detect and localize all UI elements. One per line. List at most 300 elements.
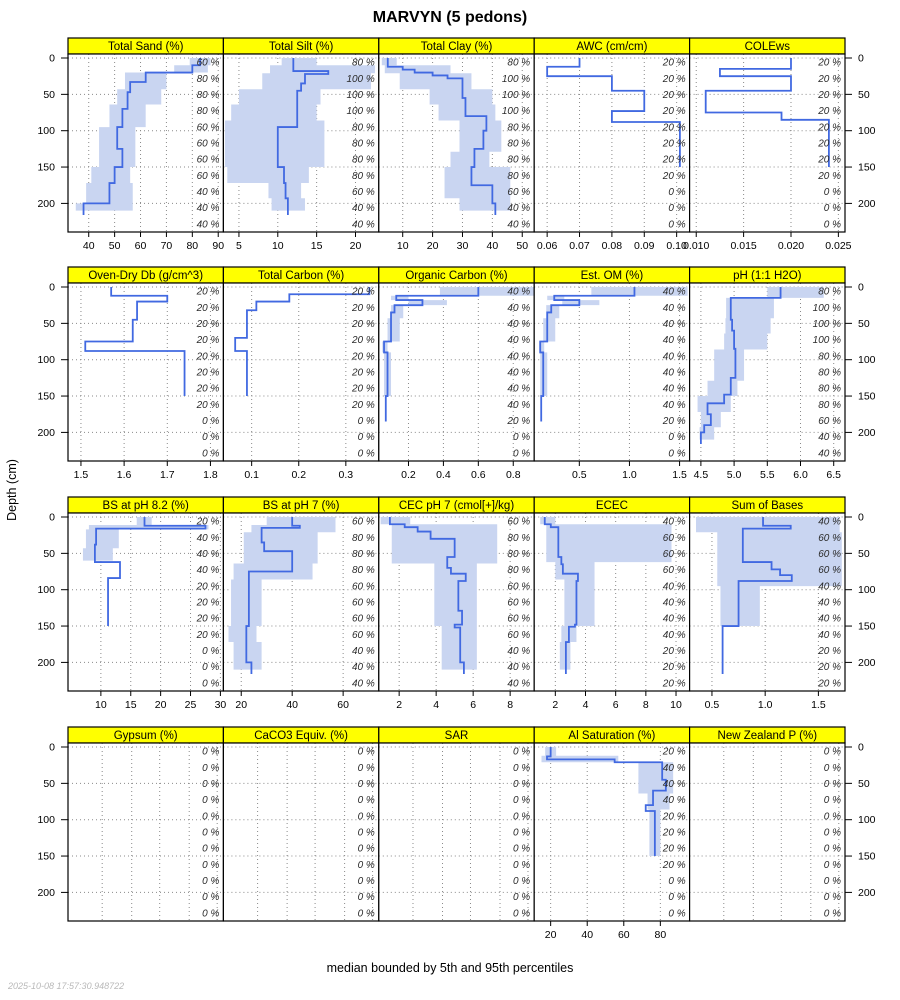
total-clay-pct-label: 80 %: [507, 57, 531, 69]
total-silt-pct-label: 80 %: [352, 138, 375, 150]
gypsum-pct-label: 0 %: [202, 892, 220, 904]
caco3-equiv-strip-title: CaCO3 Equiv. (%): [254, 730, 348, 742]
x-tick-label: 10: [396, 240, 409, 252]
total-sand-pct-label: 80 %: [196, 73, 220, 85]
est-om-pct-label: 40 %: [662, 367, 686, 379]
total-sand-strip-title: Total Sand (%): [107, 41, 184, 53]
new-zealand-p-strip-title: New Zealand P (%): [717, 730, 818, 742]
x-tick-label: 2: [552, 699, 559, 711]
depth-tick-label: 100: [37, 354, 55, 367]
al-saturation-pct-label: 40 %: [662, 778, 686, 790]
panel-sum-of-bases: [690, 497, 876, 711]
total-silt-pct-label: 60 %: [352, 187, 375, 199]
cec-ph7-pct-label: 80 %: [507, 548, 531, 560]
x-tick-label: 0.09: [634, 240, 655, 252]
caco3-equiv-pct-label: 0 %: [357, 876, 375, 888]
x-tick-label: 6.5: [826, 469, 842, 481]
ph-h2o-pct-label: 80 %: [818, 367, 841, 379]
gypsum-pct-label: 0 %: [202, 908, 220, 920]
gypsum-pct-label: 0 %: [202, 876, 220, 888]
organic-carbon-strip-title: Organic Carbon (%): [405, 270, 508, 282]
depth-tick-label: 0: [49, 741, 55, 754]
organic-carbon-pct-label: 0 %: [512, 448, 531, 460]
depth-tick-label: 200: [37, 656, 55, 669]
bs-ph7-pct-label: 60 %: [352, 581, 375, 593]
organic-carbon-pct-label: 40 %: [507, 286, 531, 298]
total-clay-pct-label: 100 %: [501, 89, 531, 101]
x-tick-label: 60: [617, 929, 630, 941]
total-clay-pct-label: 80 %: [507, 154, 531, 166]
gypsum-pct-label: 0 %: [202, 859, 220, 871]
sar-strip-title: SAR: [444, 730, 469, 742]
total-carbon-pct-label: 20 %: [352, 335, 375, 347]
gypsum-pct-label: 0 %: [202, 843, 220, 855]
total-silt-pct-label: 100 %: [346, 106, 375, 118]
est-om-pct-label: 0 %: [668, 432, 686, 444]
total-sand-pct-label: 40 %: [196, 219, 220, 231]
depth-tick-label: 50: [858, 88, 870, 101]
total-clay-pct-label: 80 %: [507, 122, 531, 134]
x-tick-label: 30: [214, 699, 227, 711]
colews-pct-label: 0 %: [823, 187, 841, 199]
gypsum-pct-label: 0 %: [202, 746, 220, 758]
al-saturation-pct-label: 20 %: [662, 811, 686, 823]
ph-h2o-strip-title: pH (1:1 H2O): [733, 270, 802, 282]
total-sand-pct-label: 80 %: [196, 106, 220, 118]
al-saturation-pct-label: 20 %: [662, 827, 686, 839]
panel-gypsum: [37, 727, 223, 921]
ph-h2o-pct-label: 100 %: [812, 335, 841, 347]
awc-pct-label: 20 %: [662, 138, 686, 150]
new-zealand-p-pct-label: 0 %: [823, 843, 841, 855]
bs-ph7-pct-label: 40 %: [352, 646, 375, 658]
bs-ph82-pct-label: 0 %: [202, 662, 220, 674]
x-tick-label: 0.08: [601, 240, 623, 252]
new-zealand-p-pct-label: 0 %: [823, 778, 841, 790]
cec-ph7-pct-label: 40 %: [507, 662, 531, 674]
awc-pct-label: 20 %: [662, 122, 686, 134]
x-tick-label: 1.0: [757, 699, 773, 711]
sum-of-bases-pct-label: 20 %: [818, 678, 841, 690]
total-sand-pct-label: 60 %: [196, 170, 220, 182]
new-zealand-p-pct-label: 0 %: [823, 746, 841, 758]
x-tick-label: 40: [486, 240, 499, 252]
x-tick-label: 1.0: [622, 469, 637, 481]
ovendry-db-pct-label: 20 %: [196, 318, 220, 330]
depth-tick-label: 0: [49, 52, 55, 65]
x-tick-label: 25: [184, 699, 197, 711]
al-saturation-pct-label: 20 %: [662, 843, 686, 855]
depth-tick-label: 200: [858, 886, 876, 899]
gypsum-pct-label: 0 %: [202, 795, 220, 807]
caco3-equiv-pct-label: 0 %: [357, 908, 375, 920]
x-tick-label: 0.10: [666, 240, 687, 252]
ovendry-db-pct-label: 20 %: [196, 335, 220, 347]
new-zealand-p-pct-label: 0 %: [823, 795, 841, 807]
total-clay-pct-label: 80 %: [507, 170, 531, 182]
ph-h2o-pct-label: 80 %: [818, 399, 841, 411]
y-axis-title: Depth (cm): [5, 459, 19, 521]
colews-pct-label: 0 %: [823, 219, 841, 231]
ph-h2o-pct-label: 80 %: [818, 351, 841, 363]
new-zealand-p-pct-label: 0 %: [823, 811, 841, 823]
ph-h2o-pct-label: 80 %: [818, 383, 841, 395]
panel-sar: [379, 727, 534, 921]
caco3-equiv-pct-label: 0 %: [357, 827, 375, 839]
ecec-pct-label: 60 %: [662, 532, 686, 544]
depth-tick-label: 50: [43, 547, 55, 560]
total-sand-pct-label: 60 %: [196, 154, 220, 166]
awc-pct-label: 20 %: [662, 154, 686, 166]
panel-awc: [534, 38, 689, 252]
depth-tick-label: 0: [858, 511, 864, 524]
ph-h2o-pct-label: 40 %: [818, 432, 841, 444]
total-carbon-pct-label: 20 %: [352, 286, 375, 298]
al-saturation-pct-label: 20 %: [662, 746, 686, 758]
ph-h2o-pct-label: 100 %: [812, 318, 841, 330]
organic-carbon-pct-label: 0 %: [512, 432, 531, 444]
x-tick-label: 1.5: [672, 469, 687, 481]
depth-tick-label: 100: [37, 584, 55, 597]
awc-pct-label: 20 %: [662, 57, 686, 69]
ecec-pct-label: 40 %: [662, 581, 686, 593]
sar-pct-label: 0 %: [512, 908, 531, 920]
est-om-pct-label: 40 %: [662, 351, 686, 363]
depth-tick-label: 150: [37, 390, 55, 403]
bs-ph7-pct-label: 40 %: [352, 662, 375, 674]
bs-ph7-pct-label: 60 %: [352, 597, 375, 609]
x-tick-label: 10: [670, 699, 682, 711]
chart-title: MARVYN (5 pedons): [372, 9, 528, 26]
ph-h2o-pct-label: 60 %: [818, 416, 841, 428]
colews-pct-label: 20 %: [818, 138, 841, 150]
depth-tick-label: 0: [49, 281, 55, 294]
total-carbon-pct-label: 20 %: [352, 367, 375, 379]
new-zealand-p-pct-label: 0 %: [823, 859, 841, 871]
gypsum-strip-title: Gypsum (%): [113, 730, 178, 742]
ph-h2o-pct-label: 80 %: [818, 286, 841, 298]
caco3-equiv-pct-label: 0 %: [357, 746, 375, 758]
depth-tick-label: 200: [37, 886, 55, 899]
x-tick-label: 0.020: [777, 240, 805, 252]
colews-pct-label: 20 %: [818, 154, 841, 166]
colews-strip-title: COLEws: [744, 41, 790, 53]
depth-tick-label: 0: [49, 511, 55, 524]
x-tick-label: 0.025: [825, 240, 852, 252]
sar-pct-label: 0 %: [512, 859, 531, 871]
colews-pct-label: 20 %: [818, 106, 841, 118]
sar-pct-label: 0 %: [512, 892, 531, 904]
x-tick-label: 20: [426, 240, 439, 252]
ecec-pct-label: 40 %: [662, 629, 686, 641]
x-tick-label: 0.6: [471, 469, 486, 481]
x-tick-label: 80: [186, 240, 199, 252]
depth-tick-label: 100: [858, 814, 876, 827]
total-silt-pct-label: 80 %: [352, 154, 375, 166]
bs-ph82-pct-label: 40 %: [196, 548, 220, 560]
new-zealand-p-pct-label: 0 %: [823, 908, 841, 920]
cec-ph7-pct-label: 60 %: [507, 613, 531, 625]
total-clay-strip-title: Total Clay (%): [420, 41, 493, 53]
x-tick-label: 0.1: [244, 469, 259, 481]
x-tick-label: 0.06: [536, 240, 558, 252]
x-tick-label: 5.0: [726, 469, 742, 481]
x-tick-label: 0.8: [505, 469, 521, 481]
panel-new-zealand-p: [690, 727, 876, 921]
bs-ph7-pct-label: 80 %: [352, 565, 375, 577]
depth-tick-label: 0: [858, 52, 864, 65]
x-tick-label: 0.4: [436, 469, 451, 481]
gypsum-pct-label: 0 %: [202, 827, 220, 839]
organic-carbon-pct-label: 40 %: [507, 399, 531, 411]
total-carbon-pct-label: 20 %: [352, 399, 375, 411]
x-tick-label: 40: [286, 699, 299, 711]
organic-carbon-pct-label: 40 %: [507, 383, 531, 395]
x-tick-label: 0.2: [401, 469, 416, 481]
gypsum-pct-label: 0 %: [202, 778, 220, 790]
caption: median bounded by 5th and 95th percentiles: [326, 961, 574, 975]
est-om-pct-label: 20 %: [662, 416, 686, 428]
colews-pct-label: 20 %: [818, 73, 841, 85]
depth-tick-label: 200: [37, 426, 55, 439]
x-tick-label: 15: [124, 699, 137, 711]
x-tick-label: 1.8: [203, 469, 218, 481]
sar-pct-label: 0 %: [512, 843, 531, 855]
total-clay-pct-label: 100 %: [501, 106, 531, 118]
depth-tick-label: 50: [43, 317, 55, 330]
caco3-equiv-pct-label: 0 %: [357, 795, 375, 807]
x-tick-label: 0.5: [572, 469, 587, 481]
total-clay-pct-label: 100 %: [501, 73, 531, 85]
panel-ovendry-db: [37, 267, 223, 481]
cec-ph7-pct-label: 40 %: [507, 678, 531, 690]
cec-ph7-pct-label: 80 %: [507, 532, 531, 544]
al-saturation-pct-label: 0 %: [668, 892, 686, 904]
x-tick-label: 4.5: [693, 469, 709, 481]
bs-ph7-strip-title: BS at pH 7 (%): [262, 500, 340, 512]
total-silt-pct-label: 80 %: [352, 57, 375, 69]
total-clay-pct-label: 40 %: [507, 219, 531, 231]
x-tick-label: 90: [212, 240, 225, 252]
x-tick-label: 1.5: [73, 469, 89, 481]
awc-pct-label: 20 %: [662, 73, 686, 85]
total-sand-pct-label: 60 %: [196, 57, 220, 69]
depth-tick-label: 150: [858, 161, 876, 174]
est-om-pct-label: 40 %: [662, 383, 686, 395]
ecec-pct-label: 40 %: [662, 516, 686, 528]
x-tick-label: 50: [108, 240, 121, 252]
depth-tick-label: 100: [858, 125, 876, 138]
awc-pct-label: 20 %: [662, 89, 686, 101]
awc-pct-label: 0 %: [668, 219, 686, 231]
sum-of-bases-pct-label: 40 %: [818, 581, 841, 593]
sum-of-bases-pct-label: 40 %: [818, 516, 841, 528]
sar-pct-label: 0 %: [512, 876, 531, 888]
est-om-pct-label: 40 %: [662, 335, 686, 347]
total-carbon-pct-label: 20 %: [352, 383, 375, 395]
sum-of-bases-pct-label: 40 %: [818, 613, 841, 625]
depth-tick-label: 50: [858, 547, 870, 560]
x-tick-label: 30: [456, 240, 469, 252]
total-sand-pct-label: 40 %: [196, 203, 220, 215]
ecec-pct-label: 60 %: [662, 548, 686, 560]
sar-pct-label: 0 %: [512, 795, 531, 807]
caco3-equiv-pct-label: 0 %: [357, 762, 375, 774]
total-silt-pct-label: 40 %: [352, 203, 375, 215]
cec-ph7-strip-title: CEC pH 7 (cmol[+]/kg): [398, 500, 515, 512]
panel-total-silt: [223, 38, 378, 252]
x-tick-label: 20: [544, 929, 557, 941]
cec-ph7-pct-label: 40 %: [507, 646, 531, 658]
depth-tick-label: 100: [858, 584, 876, 597]
depth-tick-label: 150: [858, 850, 876, 863]
colews-pct-label: 20 %: [818, 122, 841, 134]
ecec-pct-label: 40 %: [662, 613, 686, 625]
sar-pct-label: 0 %: [512, 827, 531, 839]
x-tick-label: 4: [433, 699, 440, 711]
x-tick-label: 1.7: [159, 469, 175, 481]
ecec-pct-label: 20 %: [662, 678, 686, 690]
bs-ph82-pct-label: 0 %: [202, 646, 220, 658]
total-carbon-strip-title: Total Carbon (%): [257, 270, 345, 282]
panel-total-carbon: [223, 267, 378, 481]
depth-tick-label: 0: [858, 741, 864, 754]
est-om-pct-label: 40 %: [662, 399, 686, 411]
panel-organic-carbon: [379, 267, 534, 481]
x-tick-label: 20: [154, 699, 167, 711]
x-tick-label: 10: [95, 699, 107, 711]
ecec-strip-title: ECEC: [595, 500, 628, 512]
est-om-strip-title: Est. OM (%): [580, 270, 644, 282]
colews-pct-label: 20 %: [818, 170, 841, 182]
total-sand-pct-label: 40 %: [196, 187, 220, 199]
depth-tick-label: 50: [43, 777, 55, 790]
panels-group: [37, 38, 875, 941]
x-tick-label: 0.2: [291, 469, 307, 481]
al-saturation-pct-label: 20 %: [662, 859, 686, 871]
depth-tick-label: 150: [37, 850, 55, 863]
total-carbon-pct-label: 20 %: [352, 318, 375, 330]
sum-of-bases-strip-title: Sum of Bases: [731, 500, 804, 512]
awc-pct-label: 20 %: [662, 170, 686, 182]
ovendry-db-pct-label: 20 %: [196, 351, 220, 363]
ovendry-db-strip-title: Oven-Dry Db (g/cm^3): [88, 270, 204, 282]
depth-tick-label: 200: [858, 426, 876, 439]
caco3-equiv-pct-label: 0 %: [357, 778, 375, 790]
x-tick-label: 1.6: [116, 469, 132, 481]
est-om-pct-label: 0 %: [668, 448, 686, 460]
est-om-pct-label: 40 %: [662, 286, 686, 298]
ph-h2o-pct-label: 100 %: [812, 302, 841, 314]
x-tick-label: 6: [612, 699, 619, 711]
organic-carbon-pct-label: 40 %: [507, 367, 531, 379]
total-sand-pct-label: 60 %: [196, 138, 220, 150]
caco3-equiv-pct-label: 0 %: [357, 859, 375, 871]
est-om-pct-label: 40 %: [662, 302, 686, 314]
ecec-pct-label: 20 %: [662, 662, 686, 674]
bs-ph7-pct-label: 60 %: [352, 516, 375, 528]
x-tick-label: 0.07: [569, 240, 590, 252]
gypsum-pct-label: 0 %: [202, 811, 220, 823]
total-carbon-pct-label: 0 %: [357, 448, 375, 460]
al-saturation-pct-label: 40 %: [662, 762, 686, 774]
x-tick-label: 40: [82, 240, 95, 252]
est-om-pct-label: 40 %: [662, 318, 686, 330]
bs-ph7-pct-label: 60 %: [352, 613, 375, 625]
organic-carbon-pct-label: 40 %: [507, 302, 531, 314]
ecec-pct-label: 40 %: [662, 597, 686, 609]
panel-caco3-equiv: [223, 727, 378, 921]
al-saturation-pct-label: 0 %: [668, 876, 686, 888]
cec-ph7-pct-label: 60 %: [507, 629, 531, 641]
organic-carbon-pct-label: 40 %: [507, 335, 531, 347]
sum-of-bases-pct-label: 40 %: [818, 629, 841, 641]
x-tick-label: 80: [654, 929, 667, 941]
bs-ph7-pct-label: 80 %: [352, 548, 375, 560]
colews-pct-label: 0 %: [823, 203, 841, 215]
depth-tick-label: 50: [43, 88, 55, 101]
al-saturation-pct-label: 40 %: [662, 795, 686, 807]
depth-tick-label: 150: [37, 161, 55, 174]
x-tick-label: 1.5: [811, 699, 826, 711]
awc-pct-label: 0 %: [668, 203, 686, 215]
bs-ph82-pct-label: 20 %: [196, 581, 220, 593]
sar-pct-label: 0 %: [512, 762, 531, 774]
depth-tick-label: 200: [37, 197, 55, 210]
organic-carbon-pct-label: 40 %: [507, 318, 531, 330]
sum-of-bases-pct-label: 60 %: [818, 532, 841, 544]
depth-tick-label: 150: [858, 390, 876, 403]
x-tick-label: 20: [235, 699, 248, 711]
sar-pct-label: 0 %: [512, 811, 531, 823]
x-tick-label: 60: [337, 699, 349, 711]
total-carbon-pct-label: 20 %: [352, 351, 375, 363]
x-tick-label: 8: [507, 699, 514, 711]
ph-h2o-pct-label: 40 %: [818, 448, 841, 460]
panel-bs-ph7: [223, 497, 378, 711]
total-carbon-pct-label: 20 %: [352, 302, 375, 314]
total-silt-pct-label: 100 %: [346, 89, 375, 101]
sum-of-bases-pct-label: 20 %: [818, 662, 841, 674]
x-tick-label: 6: [470, 699, 477, 711]
panel-al-saturation: [534, 727, 689, 941]
awc-pct-label: 20 %: [662, 106, 686, 118]
ovendry-db-pct-label: 0 %: [202, 416, 220, 428]
bs-ph82-pct-label: 20 %: [196, 613, 220, 625]
panel-cec-ph7: [379, 497, 534, 711]
panel-ph-h2o: [690, 267, 876, 481]
al-saturation-pct-label: 0 %: [668, 908, 686, 920]
total-carbon-pct-label: 0 %: [357, 416, 375, 428]
total-silt-pct-label: 80 %: [352, 122, 375, 134]
x-tick-label: 0.3: [338, 469, 354, 481]
ovendry-db-pct-label: 20 %: [196, 302, 220, 314]
x-tick-label: 0.015: [730, 240, 757, 252]
ovendry-db-pct-label: 0 %: [202, 432, 220, 444]
bs-ph82-pct-label: 40 %: [196, 565, 220, 577]
ovendry-db-pct-label: 20 %: [196, 399, 220, 411]
x-tick-label: 15: [310, 240, 323, 252]
depth-tick-label: 100: [858, 354, 876, 367]
sum-of-bases-pct-label: 40 %: [818, 597, 841, 609]
bs-ph82-pct-label: 20 %: [196, 597, 220, 609]
x-tick-label: 5: [236, 240, 242, 252]
depth-tick-label: 50: [858, 317, 870, 330]
ovendry-db-pct-label: 0 %: [202, 448, 220, 460]
panel-bs-ph82: [37, 497, 226, 711]
x-tick-label: 0.010: [683, 240, 710, 252]
awc-pct-label: 0 %: [668, 187, 686, 199]
